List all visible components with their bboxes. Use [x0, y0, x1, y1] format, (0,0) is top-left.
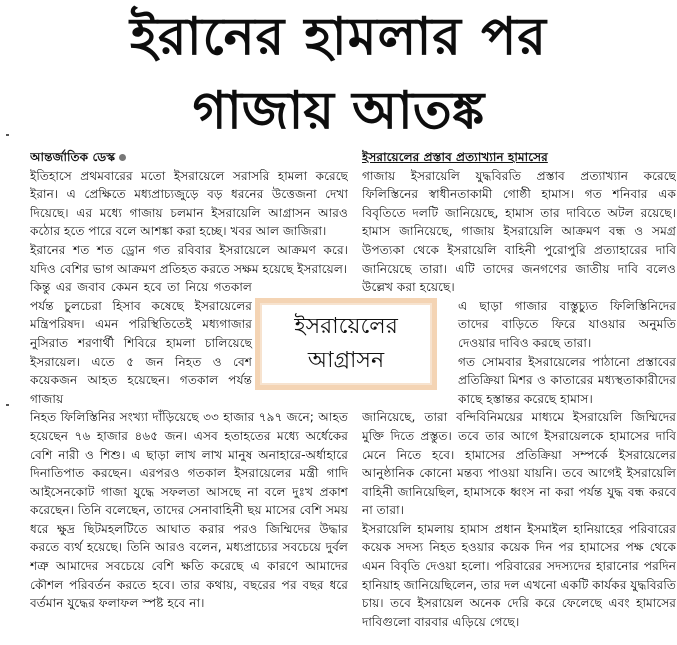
- pull-quote-line-2: আগ্রাসন: [307, 348, 385, 373]
- right-paragraph-4: জানিয়েছে, তারা বন্দিবিনিময়ের মাধ্যমে ইসরায়েলি জিম্মিদের মুক্তি দিতে প্রস্তুত। তবে তার আগে ইসরায়েলকে হামাসের দাবি মেনে নিতে হবে। হামাসের প্রতিক্রিয়া সম্পর্কে ইসরায়েলের আনুষ্ঠানিক কোনো মন্তব্য পাওয়া যায়নি। তবে আগেই ইসরায়েলি বাহিনী জানিয়েছিল, হামাসকে ধ্বংস না করা পর্যন্ত যুদ্ধ বন্ধ করবে না তারা।: [362, 410, 676, 518]
- dateline: আন্তর্জাতিক ডেস্ক: [30, 148, 348, 167]
- margin-tick: [6, 404, 9, 406]
- headline-line-1: ইরানের হামলার পর: [129, 7, 548, 67]
- right-paragraph-3: গত সোমবার ইসরায়েলের পাঠানো প্রস্তাবের প্রতিক্রিয়া মিশর ও কাতারের মধ্যস্থতাকারীদের কাছে হস্তান্তর করেছে হামাস।: [458, 354, 676, 406]
- left-paragraph-3: কিন্তু এর জবাব কেমন হবে তা নিয়ে গতকাল পর্যন্ত চুলচেরা হিসাব কষেছে ইসরায়েলের মন্ত্রিপরিষদ। এমন পরিস্থিতিতেই মধ্যগাজার নুসিরাত শরণার্থী শিবিরে হামলা চালিয়েছে ইসরায়েল। এতে ৫ জন নিহত ও বেশ কয়েকজন আহত হয়েছেন। গতকাল পর্যন্ত গাজায়: [30, 280, 252, 406]
- margin-tick: [6, 134, 9, 136]
- right-paragraph-2: এ ছাড়া গাজার বাস্তুচ্যুত ফিলিস্তিনিদের তাদের বাড়িতে ফিরে যাওয়ার অনুমতি দেওয়ার দাবিও করছে তারা।: [458, 298, 676, 350]
- pull-quote-line-1: ইসরায়েলের: [294, 314, 398, 339]
- left-column: [30, 148, 348, 640]
- left-paragraph-1: ইতিহাসে প্রথমবারের মতো ইসরায়েলে সরাসরি হামলা করেছে ইরান। এ প্রেক্ষিতে মধ্যপ্রাচ্যজুড়ে বড় ধরনের উত্তেজনা দেখা দিয়েছে। এর মধ্যে গাজায় চলমান ইসরায়েলি আগ্রাসন আরও কঠোর হতে পারে বলে আশঙ্কা করা হচ্ছে। খবর আল জাজিরা।: [30, 168, 348, 239]
- left-paragraph-2: ইরানের শত শত ড্রোন গত রবিবার ইসরায়েলে আক্রমণ করে। যদিও বেশির ভাগ আক্রমণ প্রতিহত করতে সক্ষম হয়েছে ইসরায়েল।: [30, 242, 348, 276]
- right-subhead: ইসরায়েলের প্রস্তাব প্রত্যাখ্যান হামাসের: [362, 150, 548, 164]
- headline-line-2: গাজায় আতঙ্ক: [192, 81, 485, 141]
- headline: [0, 6, 677, 142]
- left-paragraph-4: নিহত ফিলিস্তিনির সংখ্যা দাঁড়িয়েছে ৩৩ হাজার ৭৯৭ জনে; আহত হয়েছেন ৭৬ হাজার ৪৬৫ জন। এসব হতাহতের মধ্যে অর্ধেকের বেশি নারী ও শিশু। এ ছাড়া লাখ লাখ মানুষ অনাহারে-অর্ধাহারে দিনাতিপাত করছেন। এরপরও গতকাল ইসরায়েলের মন্ত্রী গাদি আইসেনকোট গাজা যুদ্ধে সফলতা আসছে না বলে দুঃখ প্রকাশ করেছেন। তিনি বলেছেন, তাদের সেনাবাহিনী ছয় মাসের বেশি সময় ধরে ক্ষুদ্র ছিটমহলটিতে আঘাত করার পরও জিম্মিদের উদ্ধার করতে ব্যর্থ হয়েছে। তিনি আরও বলেন, মধ্যপ্রাচ্যের সবচেয়ে দুর্বল শত্রু আমাদের সবচেয়ে বেশি ক্ষতি করেছে এ কারণে আমাদের কৌশল পরিবর্তন করতে হবে। তার কথায়, বছরের পর বছর ধরে বর্তমান যুদ্ধের ফলাফল স্পষ্ট হবে না।: [30, 410, 348, 611]
- dateline-bullet-icon: [119, 154, 126, 161]
- right-column: [362, 148, 676, 640]
- right-paragraph-1: গাজায় ইসরায়েলি যুদ্ধবিরতি প্রস্তাব প্রত্যাখ্যান করেছে ফিলিস্তিনের স্বাধীনতাকামী গোষ্ঠী হামাস। গত শনিবার এক বিবৃতিতে দলটি জানিয়েছে, হামাস তার দাবিতে অটল রয়েছে। হামাস জানিয়েছে, গাজায় ইসরায়েলি আক্রমণ বন্ধ ও সমগ্র উপত্যকা থেকে ইসরায়েলি বাহিনী পুরোপুরি প্রত্যাহারের দাবি জানিয়েছে তারা। এটি তাদের জনগণের জাতীয় দাবি বলেও উল্লেখ করা হয়েছে।: [362, 168, 676, 295]
- pull-quote-box: [255, 298, 437, 390]
- right-paragraph-5: ইসরায়েলি হামলায় হামাস প্রধান ইসমাইল হানিয়াহের পরিবারের কয়েক সদস্য নিহত হওয়ার কয়েক দিন পর হামাসের পক্ষ থেকে এমন বিবৃতি দেওয়া হলো। পরিবারের সদস্যদের হারানোর পরদিন হানিয়াহ জানিয়েছিলেন, তার দল এখনো একটি কার্যকর যুদ্ধবিরতি চায়। তবে ইসরায়েল অনেক দেরি করে ফেলেছে এবং হামাসের দাবিগুলো বারবার এড়িয়ে গেছে।: [362, 521, 676, 629]
